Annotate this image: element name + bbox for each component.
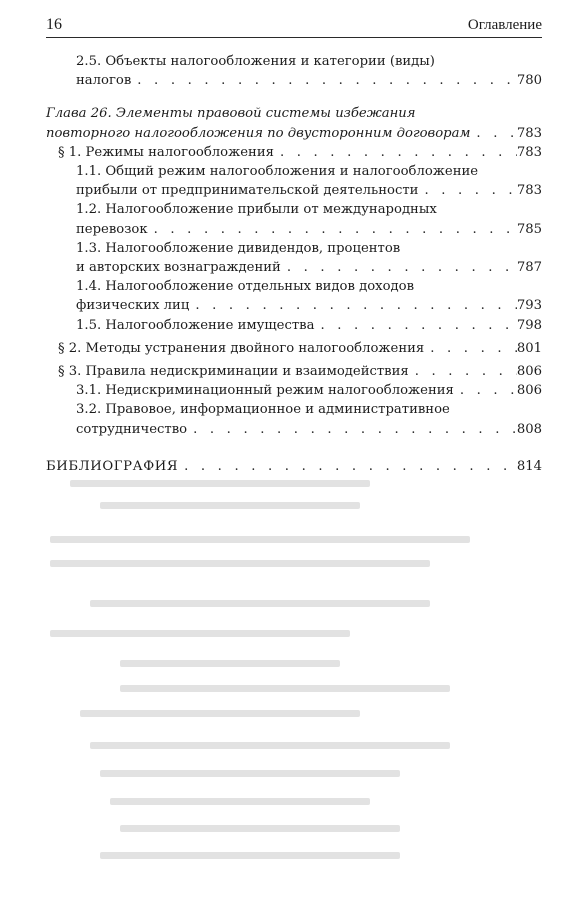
toc-entry-1-5[interactable] bbox=[46, 316, 542, 335]
toc-entry-title: Глава 26. Элементы правовой системы избежания bbox=[46, 106, 416, 122]
toc-page-number: 783 bbox=[516, 183, 542, 199]
page-number: 16 bbox=[46, 16, 62, 33]
toc-entry-title-cont: сотрудничество bbox=[76, 421, 188, 437]
toc-entry-3-2[interactable] bbox=[46, 400, 542, 438]
toc-section-2[interactable] bbox=[46, 339, 542, 358]
toc-page-number: 787 bbox=[516, 260, 542, 276]
toc-page-number: 783 bbox=[516, 144, 542, 160]
table-of-contents bbox=[46, 52, 542, 476]
dot-leader bbox=[424, 339, 517, 358]
dot-leader bbox=[454, 381, 517, 400]
toc-entry-1-3[interactable] bbox=[46, 239, 542, 277]
toc-entry-title: 1.5. Налогообложение имущества bbox=[76, 317, 315, 333]
toc-bibliography[interactable] bbox=[46, 457, 542, 476]
toc-entry-title: § 2. Методы устранения двойного налогообложения bbox=[58, 340, 425, 356]
toc-entry-title-cont: прибыли от предпринимательской деятельности bbox=[76, 183, 419, 199]
dot-leader bbox=[409, 362, 517, 381]
toc-entry-title-cont: физических лиц bbox=[76, 298, 190, 314]
toc-entry-1-1[interactable] bbox=[46, 162, 542, 200]
toc-entry-2-5[interactable] bbox=[46, 52, 542, 90]
toc-entry-title: § 1. Режимы налогообложения bbox=[58, 144, 274, 160]
dot-leader bbox=[418, 181, 516, 200]
toc-entry-title: БИБЛИОГРАФИЯ bbox=[46, 458, 179, 474]
toc-entry-title-cont: налогов bbox=[76, 73, 132, 89]
dot-leader bbox=[470, 124, 516, 143]
toc-entry-title: 1.4. Налогообложение отдельных видов доходов bbox=[76, 279, 415, 295]
dot-leader bbox=[314, 316, 516, 335]
toc-entry-title: § 3. Правила недискриминации и взаимодействия bbox=[58, 364, 409, 380]
dot-leader bbox=[131, 71, 517, 90]
toc-page-number: 785 bbox=[516, 221, 542, 237]
toc-entry-1-4[interactable] bbox=[46, 277, 542, 315]
toc-page-number: 783 bbox=[516, 125, 542, 141]
dot-leader bbox=[187, 420, 517, 439]
dot-leader bbox=[178, 457, 517, 476]
toc-page-number: 806 bbox=[516, 364, 542, 380]
dot-leader bbox=[148, 220, 517, 239]
toc-page-number: 780 bbox=[516, 73, 542, 89]
toc-entry-1-2[interactable] bbox=[46, 200, 542, 238]
running-title: Оглавление bbox=[467, 17, 542, 33]
toc-entry-title-cont: повторного налогообложения по двусторонним договорам bbox=[46, 125, 471, 141]
toc-section-1[interactable] bbox=[46, 143, 542, 162]
toc-entry-title-cont: перевозок bbox=[76, 221, 148, 237]
toc-entry-title: 3.1. Недискриминационный режим налогообложения bbox=[76, 383, 454, 399]
dot-leader bbox=[274, 143, 517, 162]
toc-entry-title: 2.5. Объекты налогообложения и категории (виды) bbox=[76, 54, 435, 69]
toc-page-number: 808 bbox=[516, 421, 542, 437]
page-header bbox=[46, 12, 542, 38]
dot-leader bbox=[281, 258, 517, 277]
toc-page-number: 798 bbox=[516, 317, 542, 333]
toc-entry-title-cont: и авторских вознаграждений bbox=[76, 260, 281, 276]
toc-page-number: 806 bbox=[516, 383, 542, 399]
dot-leader bbox=[189, 296, 517, 315]
toc-entry-title: 1.3. Налогообложение дивидендов, процентов bbox=[76, 240, 401, 256]
toc-page-number: 801 bbox=[516, 340, 542, 356]
toc-page-number: 793 bbox=[516, 298, 542, 314]
toc-entry-title: 1.1. Общий режим налогообложения и налогообложение bbox=[76, 164, 479, 180]
toc-page-number: 814 bbox=[516, 458, 542, 474]
toc-entry-title: 3.2. Правовое, информационное и административное bbox=[76, 402, 450, 418]
bleed-through-texture bbox=[60, 480, 528, 880]
toc-entry-title: 1.2. Налогообложение прибыли от международных bbox=[76, 202, 437, 218]
toc-chapter-26[interactable] bbox=[46, 104, 542, 142]
toc-section-3[interactable] bbox=[46, 362, 542, 381]
toc-entry-3-1[interactable] bbox=[46, 381, 542, 400]
